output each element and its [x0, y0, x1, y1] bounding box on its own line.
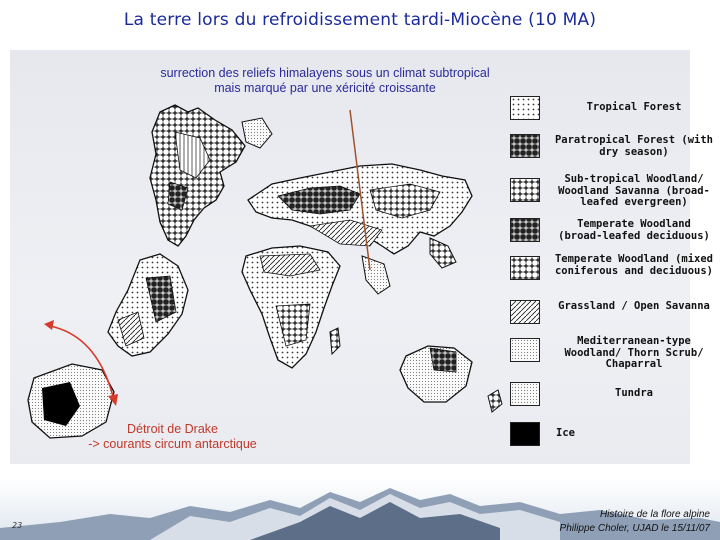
drake-caption-line1: Détroit de Drake	[126, 422, 218, 436]
legend-label: Sub-tropical Woodland/ Woodland Savanna (broad-leafed evergreen)	[558, 173, 710, 208]
vegetation-legend	[510, 96, 714, 452]
legend-swatch	[510, 178, 540, 202]
himalaya-caption-line1: surrection des reliefs himalayens sous un climat subtropical	[160, 66, 490, 80]
legend-swatch	[510, 256, 540, 280]
himalaya-caption-line2: mais marqué par une xéricité croissante	[214, 81, 436, 95]
legend-label: Grassland / Open Savanna	[558, 300, 710, 312]
legend-swatch	[510, 300, 540, 324]
credit	[560, 508, 710, 536]
legend-swatch	[510, 134, 540, 158]
legend-label: Mediterranean-type Woodland/ Thorn Scrub/ Chaparral	[564, 335, 704, 370]
legend-swatch	[510, 218, 540, 242]
legend-label: Tundra	[615, 387, 653, 399]
legend-swatch	[510, 422, 540, 446]
credit-line1: Histoire de la flore alpine	[599, 509, 710, 520]
drake-caption-line2: -> courants circum antarctique	[88, 437, 257, 451]
himalaya-caption	[105, 66, 545, 96]
legend-label: Ice	[556, 427, 575, 439]
legend-label: Temperate Woodland (mixed coniferous and deciduous)	[554, 253, 714, 277]
legend-label: Tropical Forest	[586, 101, 682, 113]
legend-swatch	[510, 96, 540, 120]
slide-title: La terre lors du refroidissement tardi-Miocène (10 MA)	[123, 10, 597, 30]
legend-swatch	[510, 382, 540, 406]
credit-line2: Philippe Choler, UJAD le 15/11/07	[559, 523, 710, 534]
legend-label: Paratropical Forest (with dry season)	[554, 134, 714, 158]
legend-swatch	[510, 338, 540, 362]
drake-caption	[60, 422, 285, 452]
continent-south-america	[108, 254, 188, 356]
page-number: 23	[12, 521, 23, 530]
legend-label: Temperate Woodland (broad-leafed deciduous)	[558, 218, 710, 242]
